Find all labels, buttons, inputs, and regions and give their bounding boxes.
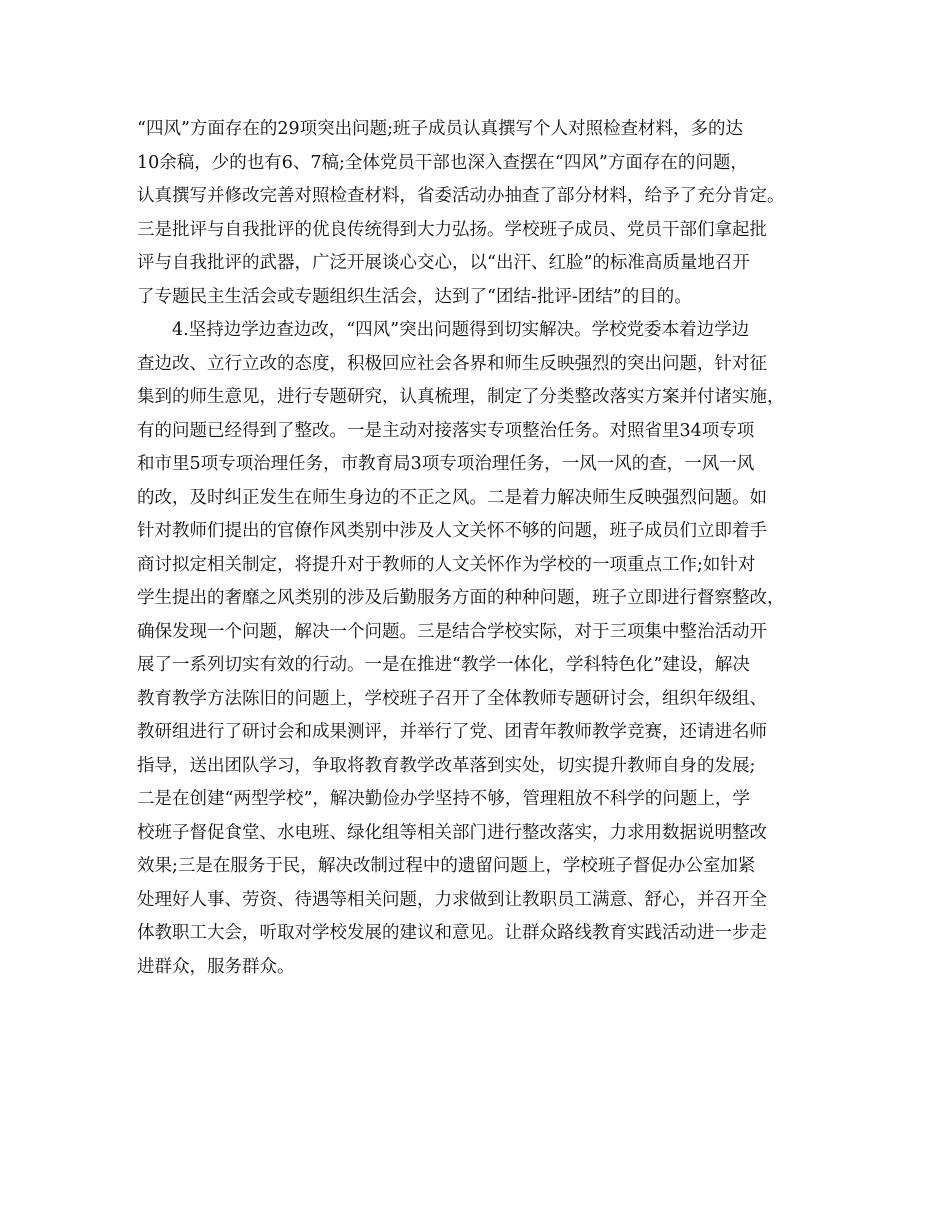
text-line: 三是批评与自我批评的优良传统得到大力弘扬。学校班子成员、党员干部们拿起批 xyxy=(137,219,767,240)
text-line: 了专题民主生活会或专题组织生活会，达到了“团结-批评-团结”的目的。 xyxy=(137,286,692,307)
text-line: 处理好人事、劳资、待遇等相关问题，力求做到让教职员工满意、舒心，并召开全 xyxy=(137,889,767,910)
text-line: 体教职工大会，听取对学校发展的建议和意见。让群众路线教育实践活动进一步走 xyxy=(137,923,767,943)
text-line: 校班子督促食堂、水电班、绿化组等相关部门进行整改落实，力求用数据说明整改 xyxy=(137,822,767,843)
text-line: 效果;三是在服务于民，解决改制过程中的遗留问题上，学校班子督促办公室加紧 xyxy=(137,856,756,876)
text-line: 展了一系列切实有效的行动。一是在推进“教学一体化，学科特色化”建设，解决 xyxy=(137,655,750,675)
body-text xyxy=(137,113,837,984)
text-line: 教研组进行了研讨会和成果测评，并举行了党、团青年教师教学竞赛，还请进名师 xyxy=(137,722,767,742)
text-line: 集到的师生意见，进行专题研究，认真梳理，制定了分类整改落实方案并付诸实施， xyxy=(137,387,785,407)
text-line: 教育教学方法陈旧的问题上，学校班子召开了全体教师专题研讨会，组织年级组、 xyxy=(137,688,767,709)
text-line: 进群众，服务群众。 xyxy=(137,956,295,977)
text-line: 商讨拟定相关制定，将提升对于教师的人文关怀作为学校的一项重点工作;如针对 xyxy=(137,554,756,575)
text-line: 指导，送出团队学习，争取将教育教学改革落到实处，切实提升教师自身的发展; xyxy=(137,755,756,776)
text-line: 的改，及时纠正发生在师生身边的不正之风。二是着力解决师生反映强烈问题。如 xyxy=(137,487,767,508)
text-line: 和市里5项专项治理任务，市教育局3项专项治理任务，一风一风的查，一风一风 xyxy=(137,454,755,474)
text-line: 确保发现一个问题，解决一个问题。三是结合学校实际，对于三项集中整治活动开 xyxy=(137,621,767,642)
text-line: 二是在创建“两型学校”，解决勤俭办学坚持不够，管理粗放不科学的问题上，学 xyxy=(137,789,750,809)
text-line: 有的问题已经得到了整改。一是主动对接落实专项整治任务。对照省里34项专项 xyxy=(137,420,755,441)
text-line: 10余稿，少的也有6、7稿;全体党员干部也深入查摆在“四风”方面存在的问题， xyxy=(137,152,748,173)
text-line: 学生提出的奢靡之风类别的涉及后勤服务方面的种种问题，班子立即进行督察整改， xyxy=(137,588,785,608)
text-line: 评与自我批评的武器，广泛开展谈心交心，以“出汗、红脸”的标准高质量地召开 xyxy=(137,253,750,273)
text-line: 认真撰写并修改完善对照检查材料，省委活动办抽查了部分材料，给予了充分肯定。 xyxy=(137,186,785,206)
text-line: 查边改、立行立改的态度，积极回应社会各界和师生反映强烈的突出问题，针对征 xyxy=(137,353,767,374)
text-line: 针对教师们提出的官僚作风类别中涉及人文关怀不够的问题，班子成员们立即着手 xyxy=(137,521,767,541)
text-line: 4.坚持边学边查边改，“四风”突出问题得到切实解决。学校党委本着边学边 xyxy=(172,320,750,340)
text-line: “四风”方面存在的29项突出问题;班子成员认真撰写个人对照检查材料，多的达 xyxy=(137,119,744,139)
